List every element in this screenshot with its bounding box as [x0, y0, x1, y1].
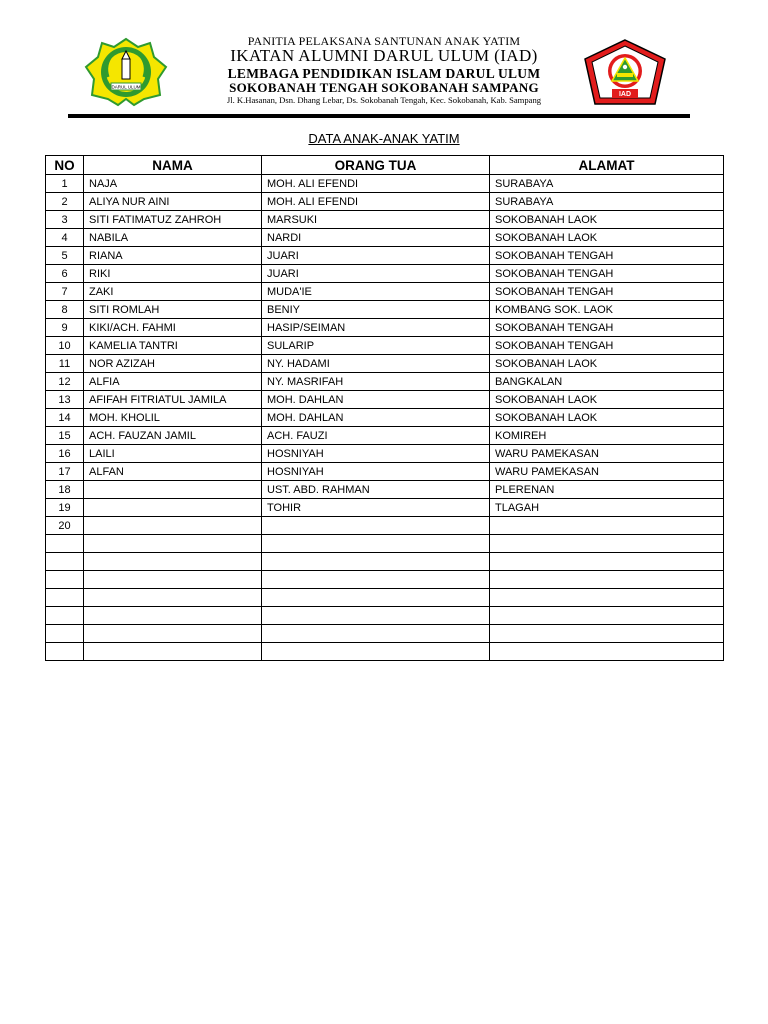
cell-orang-tua: MOH. DAHLAN: [262, 391, 490, 409]
cell-alamat: SOKOBANAH LAOK: [490, 391, 724, 409]
cell-orang-tua: ACH. FAUZI: [262, 427, 490, 445]
table-row: [46, 607, 724, 625]
column-header-no: NO: [46, 156, 84, 175]
cell-no: 19: [46, 499, 84, 517]
cell-orang-tua: [262, 625, 490, 643]
cell-nama: NABILA: [84, 229, 262, 247]
cell-orang-tua: [262, 535, 490, 553]
cell-alamat: WARU PAMEKASAN: [490, 463, 724, 481]
cell-no: [46, 625, 84, 643]
table-row: [46, 445, 724, 463]
cell-orang-tua: [262, 643, 490, 661]
cell-orang-tua: UST. ABD. RAHMAN: [262, 481, 490, 499]
cell-no: 4: [46, 229, 84, 247]
cell-nama: SITI FATIMATUZ ZAHROH: [84, 211, 262, 229]
cell-nama: ALIYA NUR AINI: [84, 193, 262, 211]
table-row: [46, 301, 724, 319]
cell-orang-tua: MOH. DAHLAN: [262, 409, 490, 427]
table-row: [46, 193, 724, 211]
cell-no: [46, 535, 84, 553]
orphan-data-table: [45, 155, 724, 661]
table-row: [46, 337, 724, 355]
cell-alamat: SURABAYA: [490, 175, 724, 193]
cell-alamat: SOKOBANAH LAOK: [490, 229, 724, 247]
cell-nama: MOH. KHOLIL: [84, 409, 262, 427]
cell-orang-tua: [262, 589, 490, 607]
cell-orang-tua: MUDA'IE: [262, 283, 490, 301]
cell-orang-tua: NY. HADAMI: [262, 355, 490, 373]
cell-no: 14: [46, 409, 84, 427]
cell-nama: NOR AZIZAH: [84, 355, 262, 373]
cell-orang-tua: NY. MASRIFAH: [262, 373, 490, 391]
cell-nama: [84, 607, 262, 625]
cell-nama: [84, 535, 262, 553]
organization-name: IKATAN ALUMNI DARUL ULUM (IAD): [230, 46, 538, 65]
cell-no: 20: [46, 517, 84, 535]
cell-orang-tua: HOSNIYAH: [262, 445, 490, 463]
cell-orang-tua: JUARI: [262, 265, 490, 283]
cell-alamat: [490, 571, 724, 589]
table-row: [46, 517, 724, 535]
table-row: [46, 481, 724, 499]
institution-name: LEMBAGA PENDIDIKAN ISLAM DARUL ULUM: [227, 66, 541, 81]
cell-alamat: SOKOBANAH TENGAH: [490, 247, 724, 265]
table-row: [46, 625, 724, 643]
table-row: [46, 229, 724, 247]
cell-alamat: KOMIREH: [490, 427, 724, 445]
cell-alamat: [490, 517, 724, 535]
cell-no: 6: [46, 265, 84, 283]
table-row: [46, 247, 724, 265]
column-header-nama: NAMA: [84, 156, 262, 175]
table-row: [46, 571, 724, 589]
cell-nama: [84, 499, 262, 517]
cell-alamat: SOKOBANAH TENGAH: [490, 319, 724, 337]
cell-alamat: SOKOBANAH LAOK: [490, 409, 724, 427]
letterhead: [0, 0, 768, 120]
cell-nama: ALFAN: [84, 463, 262, 481]
cell-alamat: [490, 607, 724, 625]
cell-alamat: TLAGAH: [490, 499, 724, 517]
table-row: [46, 409, 724, 427]
location-name: SOKOBANAH TENGAH SOKOBANAH SAMPANG: [229, 80, 539, 95]
cell-no: 10: [46, 337, 84, 355]
table-row: [46, 427, 724, 445]
cell-no: [46, 553, 84, 571]
cell-orang-tua: MOH. ALI EFENDI: [262, 175, 490, 193]
cell-no: 16: [46, 445, 84, 463]
cell-orang-tua: JUARI: [262, 247, 490, 265]
cell-alamat: SOKOBANAH TENGAH: [490, 337, 724, 355]
table-row: [46, 463, 724, 481]
cell-no: [46, 571, 84, 589]
cell-orang-tua: BENIY: [262, 301, 490, 319]
cell-orang-tua: [262, 607, 490, 625]
cell-alamat: [490, 589, 724, 607]
document-title: DATA ANAK-ANAK YATIM: [308, 131, 460, 146]
cell-no: 8: [46, 301, 84, 319]
cell-orang-tua: SULARIP: [262, 337, 490, 355]
cell-no: 3: [46, 211, 84, 229]
cell-alamat: SURABAYA: [490, 193, 724, 211]
darul-ulum-shield-logo: [84, 37, 168, 107]
right-logo-label: IAD: [618, 91, 632, 98]
cell-alamat: SOKOBANAH TENGAH: [490, 265, 724, 283]
cell-no: 12: [46, 373, 84, 391]
cell-nama: [84, 553, 262, 571]
cell-no: [46, 643, 84, 661]
cell-nama: KIKI/ACH. FAHMI: [84, 319, 262, 337]
cell-orang-tua: MOH. ALI EFENDI: [262, 193, 490, 211]
cell-no: [46, 589, 84, 607]
cell-nama: ACH. FAUZAN JAMIL: [84, 427, 262, 445]
cell-alamat: [490, 553, 724, 571]
cell-no: 2: [46, 193, 84, 211]
cell-orang-tua: NARDI: [262, 229, 490, 247]
cell-no: [46, 607, 84, 625]
cell-orang-tua: HASIP/SEIMAN: [262, 319, 490, 337]
cell-alamat: [490, 643, 724, 661]
cell-alamat: [490, 625, 724, 643]
address-line: Jl. K.Hasanan, Dsn. Dhang Lebar, Ds. Sokobanah Tengah, Kec. Sokobanah, Kab. Sampang: [226, 95, 542, 105]
cell-no: 18: [46, 481, 84, 499]
cell-nama: [84, 625, 262, 643]
cell-nama: KAMELIA TANTRI: [84, 337, 262, 355]
table-row: [46, 535, 724, 553]
cell-no: 13: [46, 391, 84, 409]
cell-no: 7: [46, 283, 84, 301]
cell-orang-tua: TOHIR: [262, 499, 490, 517]
column-header-alamat: ALAMAT: [490, 156, 724, 175]
table-row: [46, 391, 724, 409]
cell-alamat: BANGKALAN: [490, 373, 724, 391]
cell-nama: SITI ROMLAH: [84, 301, 262, 319]
table-row: [46, 211, 724, 229]
cell-orang-tua: [262, 517, 490, 535]
cell-no: 17: [46, 463, 84, 481]
table-header-row: [46, 156, 724, 175]
committee-name: PANITIA PELAKSANA SANTUNAN ANAK YATIM: [247, 34, 521, 48]
cell-alamat: WARU PAMEKASAN: [490, 445, 724, 463]
table-row: [46, 319, 724, 337]
cell-nama: [84, 481, 262, 499]
cell-alamat: [490, 535, 724, 553]
cell-nama: [84, 571, 262, 589]
cell-orang-tua: [262, 553, 490, 571]
cell-nama: [84, 589, 262, 607]
cell-orang-tua: HOSNIYAH: [262, 463, 490, 481]
table-row: [46, 265, 724, 283]
cell-no: 5: [46, 247, 84, 265]
cell-nama: [84, 517, 262, 535]
letterhead-divider: [68, 114, 690, 118]
cell-nama: LAILI: [84, 445, 262, 463]
cell-orang-tua: [262, 571, 490, 589]
table-row: [46, 355, 724, 373]
cell-nama: [84, 643, 262, 661]
cell-nama: RIKI: [84, 265, 262, 283]
cell-no: 15: [46, 427, 84, 445]
table-row: [46, 589, 724, 607]
table-row: [46, 373, 724, 391]
cell-alamat: SOKOBANAH LAOK: [490, 355, 724, 373]
cell-alamat: KOMBANG SOK. LAOK: [490, 301, 724, 319]
column-header-orang-tua: ORANG TUA: [262, 156, 490, 175]
cell-no: 11: [46, 355, 84, 373]
cell-alamat: SOKOBANAH TENGAH: [490, 283, 724, 301]
cell-nama: ZAKI: [84, 283, 262, 301]
cell-nama: NAJA: [84, 175, 262, 193]
table-row: [46, 643, 724, 661]
left-logo-label: DARUL ULUM: [111, 84, 141, 90]
cell-alamat: PLERENAN: [490, 481, 724, 499]
table-row: [46, 283, 724, 301]
table-row: [46, 499, 724, 517]
cell-nama: ALFIA: [84, 373, 262, 391]
cell-alamat: SOKOBANAH LAOK: [490, 211, 724, 229]
cell-orang-tua: MARSUKI: [262, 211, 490, 229]
table-row: [46, 553, 724, 571]
cell-nama: RIANA: [84, 247, 262, 265]
table-row: [46, 175, 724, 193]
cell-no: 1: [46, 175, 84, 193]
cell-nama: AFIFAH FITRIATUL JAMILA: [84, 391, 262, 409]
cell-no: 9: [46, 319, 84, 337]
